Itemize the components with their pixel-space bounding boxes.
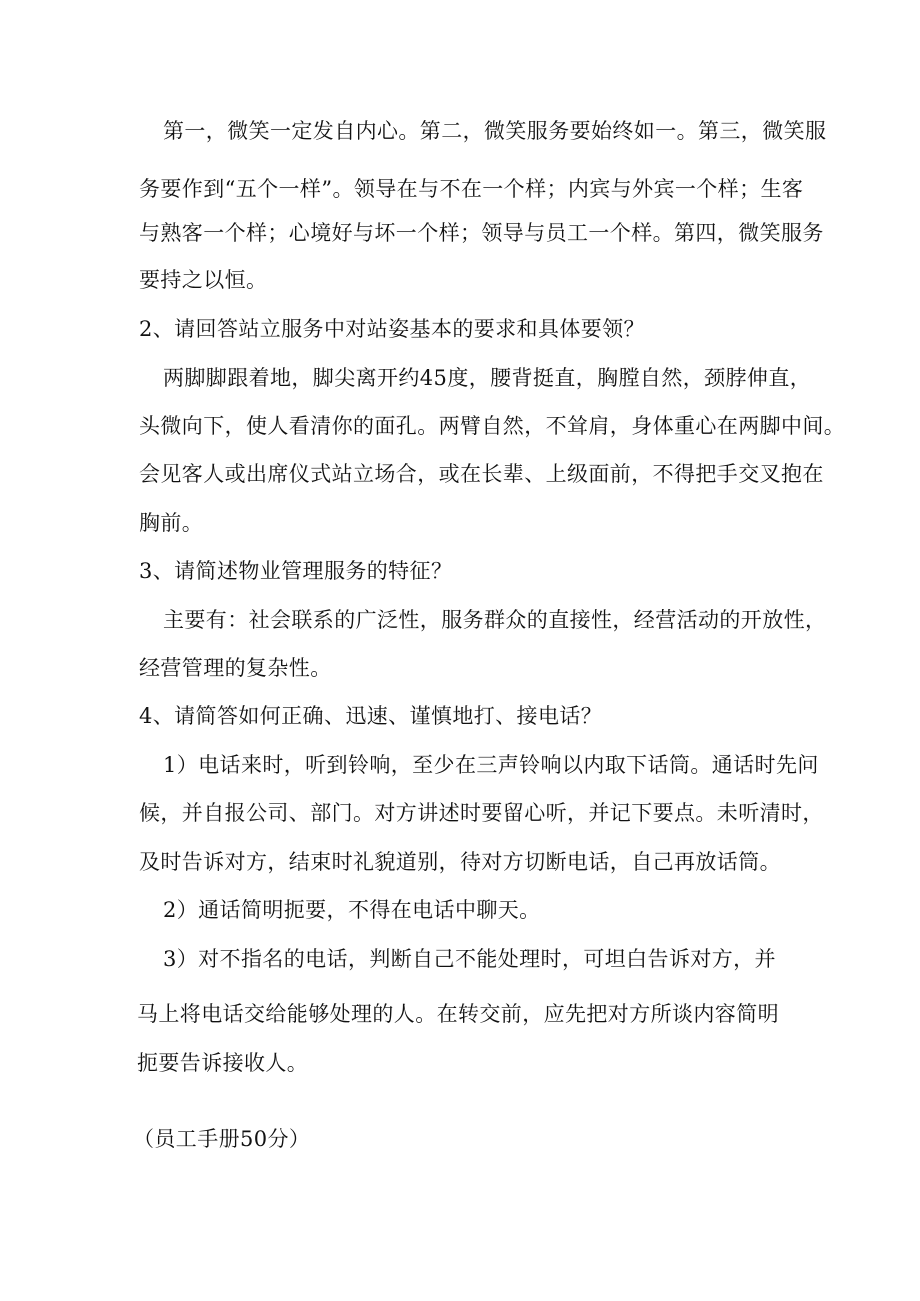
text-line-16: 及时告诉对方，结束时礼貌道别，待对方切断电话，自己再放话筒。 bbox=[139, 850, 781, 874]
text-line-20: 扼要告诉接收人。 bbox=[137, 1051, 309, 1075]
question-3-heading: 3、请简述物业管理服务的特征？ bbox=[139, 559, 453, 583]
text-line-9: 胸前。 bbox=[139, 511, 204, 535]
footer-note: （员工手册50分） bbox=[133, 1127, 311, 1151]
text-line-17: 2）通话简明扼要，不得在电话中聊天。 bbox=[163, 898, 541, 922]
text-line-4: 要持之以恒。 bbox=[139, 268, 268, 292]
text-line-7: 头微向下，使人看清你的面孔。两臂自然，不耸肩，身体重心在两脚中间。 bbox=[139, 414, 846, 438]
text-line-11: 主要有：社会联系的广泛性，服务群众的直接性，经营活动的开放性， bbox=[163, 608, 827, 632]
question-4-heading: 4、请简答如何正确、迅速、谨慎地打、接电话？ bbox=[139, 704, 603, 728]
question-2-heading: 2、请回答站立服务中对站姿基本的要求和具体要领？ bbox=[139, 317, 645, 341]
text-line-12: 经营管理的复杂性。 bbox=[139, 656, 332, 680]
text-line-1: 第一，微笑一定发自内心。第二，微笑服务要始终如一。第三，微笑服 bbox=[163, 119, 827, 143]
text-line-19: 马上将电话交给能够处理的人。在转交前，应先把对方所谈内容简明 bbox=[137, 1002, 779, 1026]
text-line-2: 务要作到“五个一样”。领导在与不在一个样；内宾与外宾一个样；生客 bbox=[139, 177, 804, 201]
text-line-3: 与熟客一个样；心境好与坏一个样；领导与员工一个样。第四，微笑服务 bbox=[139, 221, 824, 245]
text-line-14: 1）电话来时，听到铃响，至少在三声铃响以内取下话筒。通话时先问 bbox=[163, 753, 819, 777]
text-line-15: 候，并自报公司、部门。对方讲述时要留心听，并记下要点。未听清时， bbox=[139, 801, 824, 825]
text-line-8: 会见客人或出席仪式站立场合，或在长辈、上级面前，不得把手交叉抱在 bbox=[139, 462, 824, 486]
text-line-6: 两脚脚跟着地，脚尖离开约45度，腰背挺直，胸膛自然，颈脖伸直， bbox=[163, 366, 812, 390]
text-line-18: 3）对不指名的电话，判断自己不能处理时，可坦白告诉对方，并 bbox=[163, 947, 776, 971]
